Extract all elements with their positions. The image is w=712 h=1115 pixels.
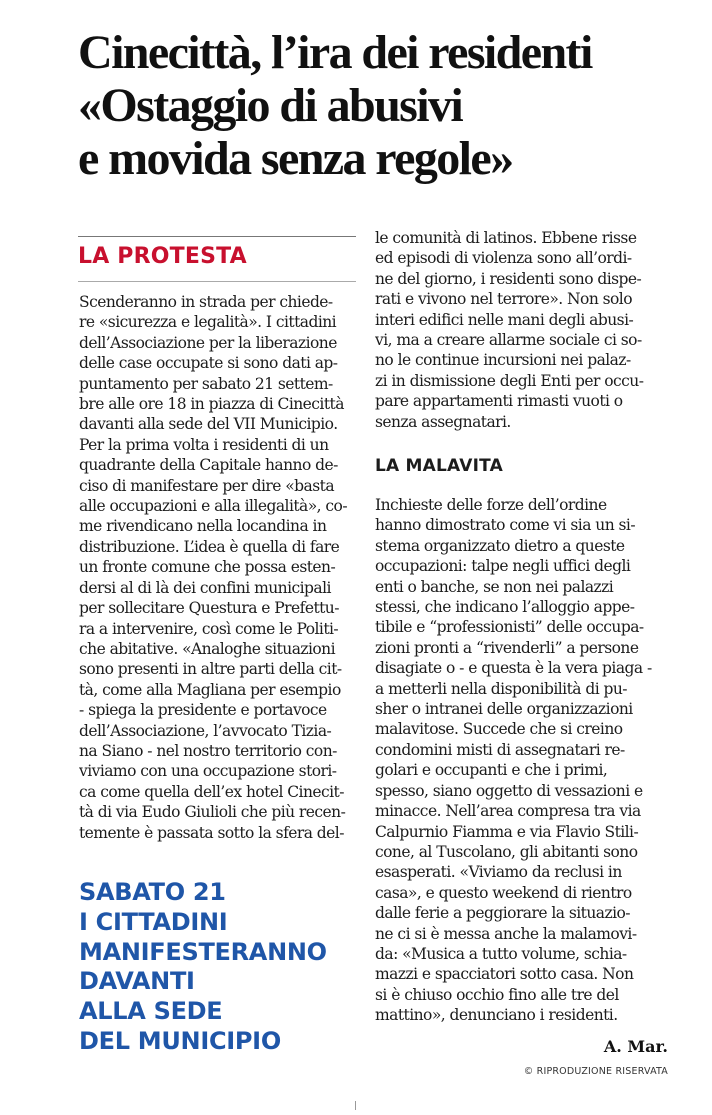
text-line: minacce. Nell’area compresa tra via <box>375 802 641 821</box>
pull-quote-line: SABATO 21 <box>79 878 226 906</box>
text-line: da: «Musica a tutto volume, schia- <box>375 944 627 963</box>
text-line: condomini misti di assegnatari re- <box>375 740 625 759</box>
text-line: zi in dismissione degli Enti per occu- <box>375 371 644 390</box>
text-line: davanti alla sede del VII Municipio. <box>79 415 338 434</box>
subheading: LA MALAVITA <box>375 456 503 476</box>
text-line: no le continue incursioni nei palaz- <box>375 351 631 370</box>
text-line: malavitose. Succede che si creino <box>375 720 623 739</box>
text-line: tibile e “professionisti” delle occupa- <box>375 618 644 637</box>
text-line: ca come quella dell’ex hotel Cinecit- <box>79 782 344 801</box>
text-line: ciso di manifestare per dire «basta <box>79 476 335 495</box>
text-line: Scenderanno in strada per chiede- <box>79 293 333 311</box>
text-line: temente è passata sotto la sfera del- <box>79 823 344 842</box>
text-line: hanno dimostrato come vi sia un si- <box>375 516 636 535</box>
text-line: pare appartamenti rimasti vuoti o <box>375 392 623 411</box>
text-line: Per la prima volta i residenti di un <box>79 435 329 454</box>
text-line: a metterli nella disponibilità di pu- <box>375 679 627 698</box>
text-line: zioni pronti a “rivenderli” a persone <box>375 638 639 657</box>
text-line: interi edifici nelle mani degli abusi- <box>375 310 634 329</box>
pull-quote-line: DAVANTI <box>79 967 195 996</box>
section-divider <box>78 236 356 237</box>
headline <box>78 26 698 185</box>
text-line: distribuzione. L’idea è quella di fare <box>79 537 340 556</box>
text-line: me rivendicano nella locandina in <box>79 517 327 536</box>
text-line: ra a intervenire, così come le Politi- <box>79 619 339 638</box>
text-line: disagiate o - e questa è la vera piaga - <box>375 659 652 678</box>
text-line: enti o banche, se non nei palazzi <box>375 577 614 596</box>
page-marker <box>355 1101 356 1110</box>
text-line: tà, come alla Magliana per esempio <box>79 680 341 699</box>
text-line: un fronte comune che possa esten- <box>79 558 336 577</box>
text-line: le comunità di latinos. Ebbene risse <box>375 229 637 247</box>
pull-quote-line: I CITTADINI <box>79 907 228 936</box>
article-column-right-bottom <box>375 495 670 1026</box>
text-line: Inchieste delle forze dell’ordine <box>375 496 607 514</box>
headline-line: e movida senza regole» <box>78 132 513 185</box>
pull-quote-line: DEL MUNICIPIO <box>79 1026 281 1055</box>
text-line: dalle ferie a peggiorare la situazio- <box>375 904 630 923</box>
text-line: puntamento per sabato 21 settem- <box>79 374 333 393</box>
text-line: che abitative. «Analoghe situazioni <box>79 639 336 658</box>
article-column-right-top <box>375 228 670 432</box>
text-line: vi, ma a creare allarme sociale ci so- <box>375 331 642 350</box>
pull-quote-line: MANIFESTERANNO <box>79 937 327 966</box>
text-line: Calpurnio Fiamma e via Flavio Stili- <box>375 822 639 841</box>
text-line: rati e vivono nel terrore». Non solo <box>375 290 632 309</box>
headline-line: «Ostaggio di abusivi <box>78 79 463 132</box>
text-line: ed episodi di violenza sono all’ordi- <box>375 249 632 268</box>
text-line: sono presenti in altre parti della cit- <box>79 660 342 679</box>
text-line: tà di via Eudo Giulioli che più recen- <box>79 803 346 822</box>
text-line: na Siano - nel nostro territorio con- <box>79 741 337 760</box>
headline-line: Cinecittà, l’ira dei residenti <box>78 26 592 79</box>
text-line: golari e occupanti e che i primi, <box>375 761 608 780</box>
text-line: sher o intranei delle organizzazioni <box>375 700 633 719</box>
text-line: dell’Associazione per la liberazione <box>79 333 337 352</box>
text-line: cone, al Tuscolano, gli abitanti sono <box>375 842 638 861</box>
text-line: per sollecitare Questura e Prefettu- <box>79 599 339 618</box>
text-line: delle case occupate si sono dati ap- <box>79 354 338 373</box>
text-line: viviamo con una occupazione stori- <box>79 762 337 781</box>
text-line: mazzi e spacciatori sotto casa. Non <box>375 965 634 984</box>
text-line: quadrante della Capitale hanno de- <box>79 456 338 475</box>
text-line: - spiega la presidente e portavoce <box>79 701 327 720</box>
text-line: spesso, siano oggetto di vessazioni e <box>375 781 643 800</box>
pull-quote-line: ALLA SEDE <box>79 997 223 1026</box>
text-line: dell’Associazione, l’avvocato Tizia- <box>79 721 332 740</box>
text-line: senza assegnatari. <box>375 412 511 431</box>
author-signature: A. Mar. <box>603 1037 668 1056</box>
text-line: stema organizzato dietro a queste <box>375 536 625 555</box>
text-line: esasperati. «Viviamo da reclusi in <box>375 863 622 882</box>
text-line: dersi al di là dei confini municipali <box>79 578 331 597</box>
text-line: occupazioni: talpe negli uffici degli <box>375 557 631 576</box>
text-line: re «sicurezza e legalità». I cittadini <box>79 313 337 332</box>
copyright-notice: © RIPRODUZIONE RISERVATA <box>523 1066 668 1077</box>
text-line: ne del giorno, i residenti sono dispe- <box>375 269 642 288</box>
section-label: LA PROTESTA <box>78 244 247 269</box>
pull-quote <box>79 878 359 1057</box>
text-line: si è chiuso occhio fino alle tre del <box>375 985 619 1004</box>
text-line: stessi, che indicano l’alloggio appe- <box>375 598 635 617</box>
section-divider <box>78 281 356 282</box>
text-line: alle occupazioni e alla illegalità», co- <box>79 497 348 516</box>
text-line: mattino», denunciano i residenti. <box>375 1006 618 1025</box>
article-column-left <box>79 292 361 843</box>
text-line: casa», e questo weekend di rientro <box>375 883 632 902</box>
text-line: ne ci si è messa anche la malamovi- <box>375 924 637 943</box>
text-line: bre alle ore 18 in piazza di Cinecittà <box>79 395 344 414</box>
